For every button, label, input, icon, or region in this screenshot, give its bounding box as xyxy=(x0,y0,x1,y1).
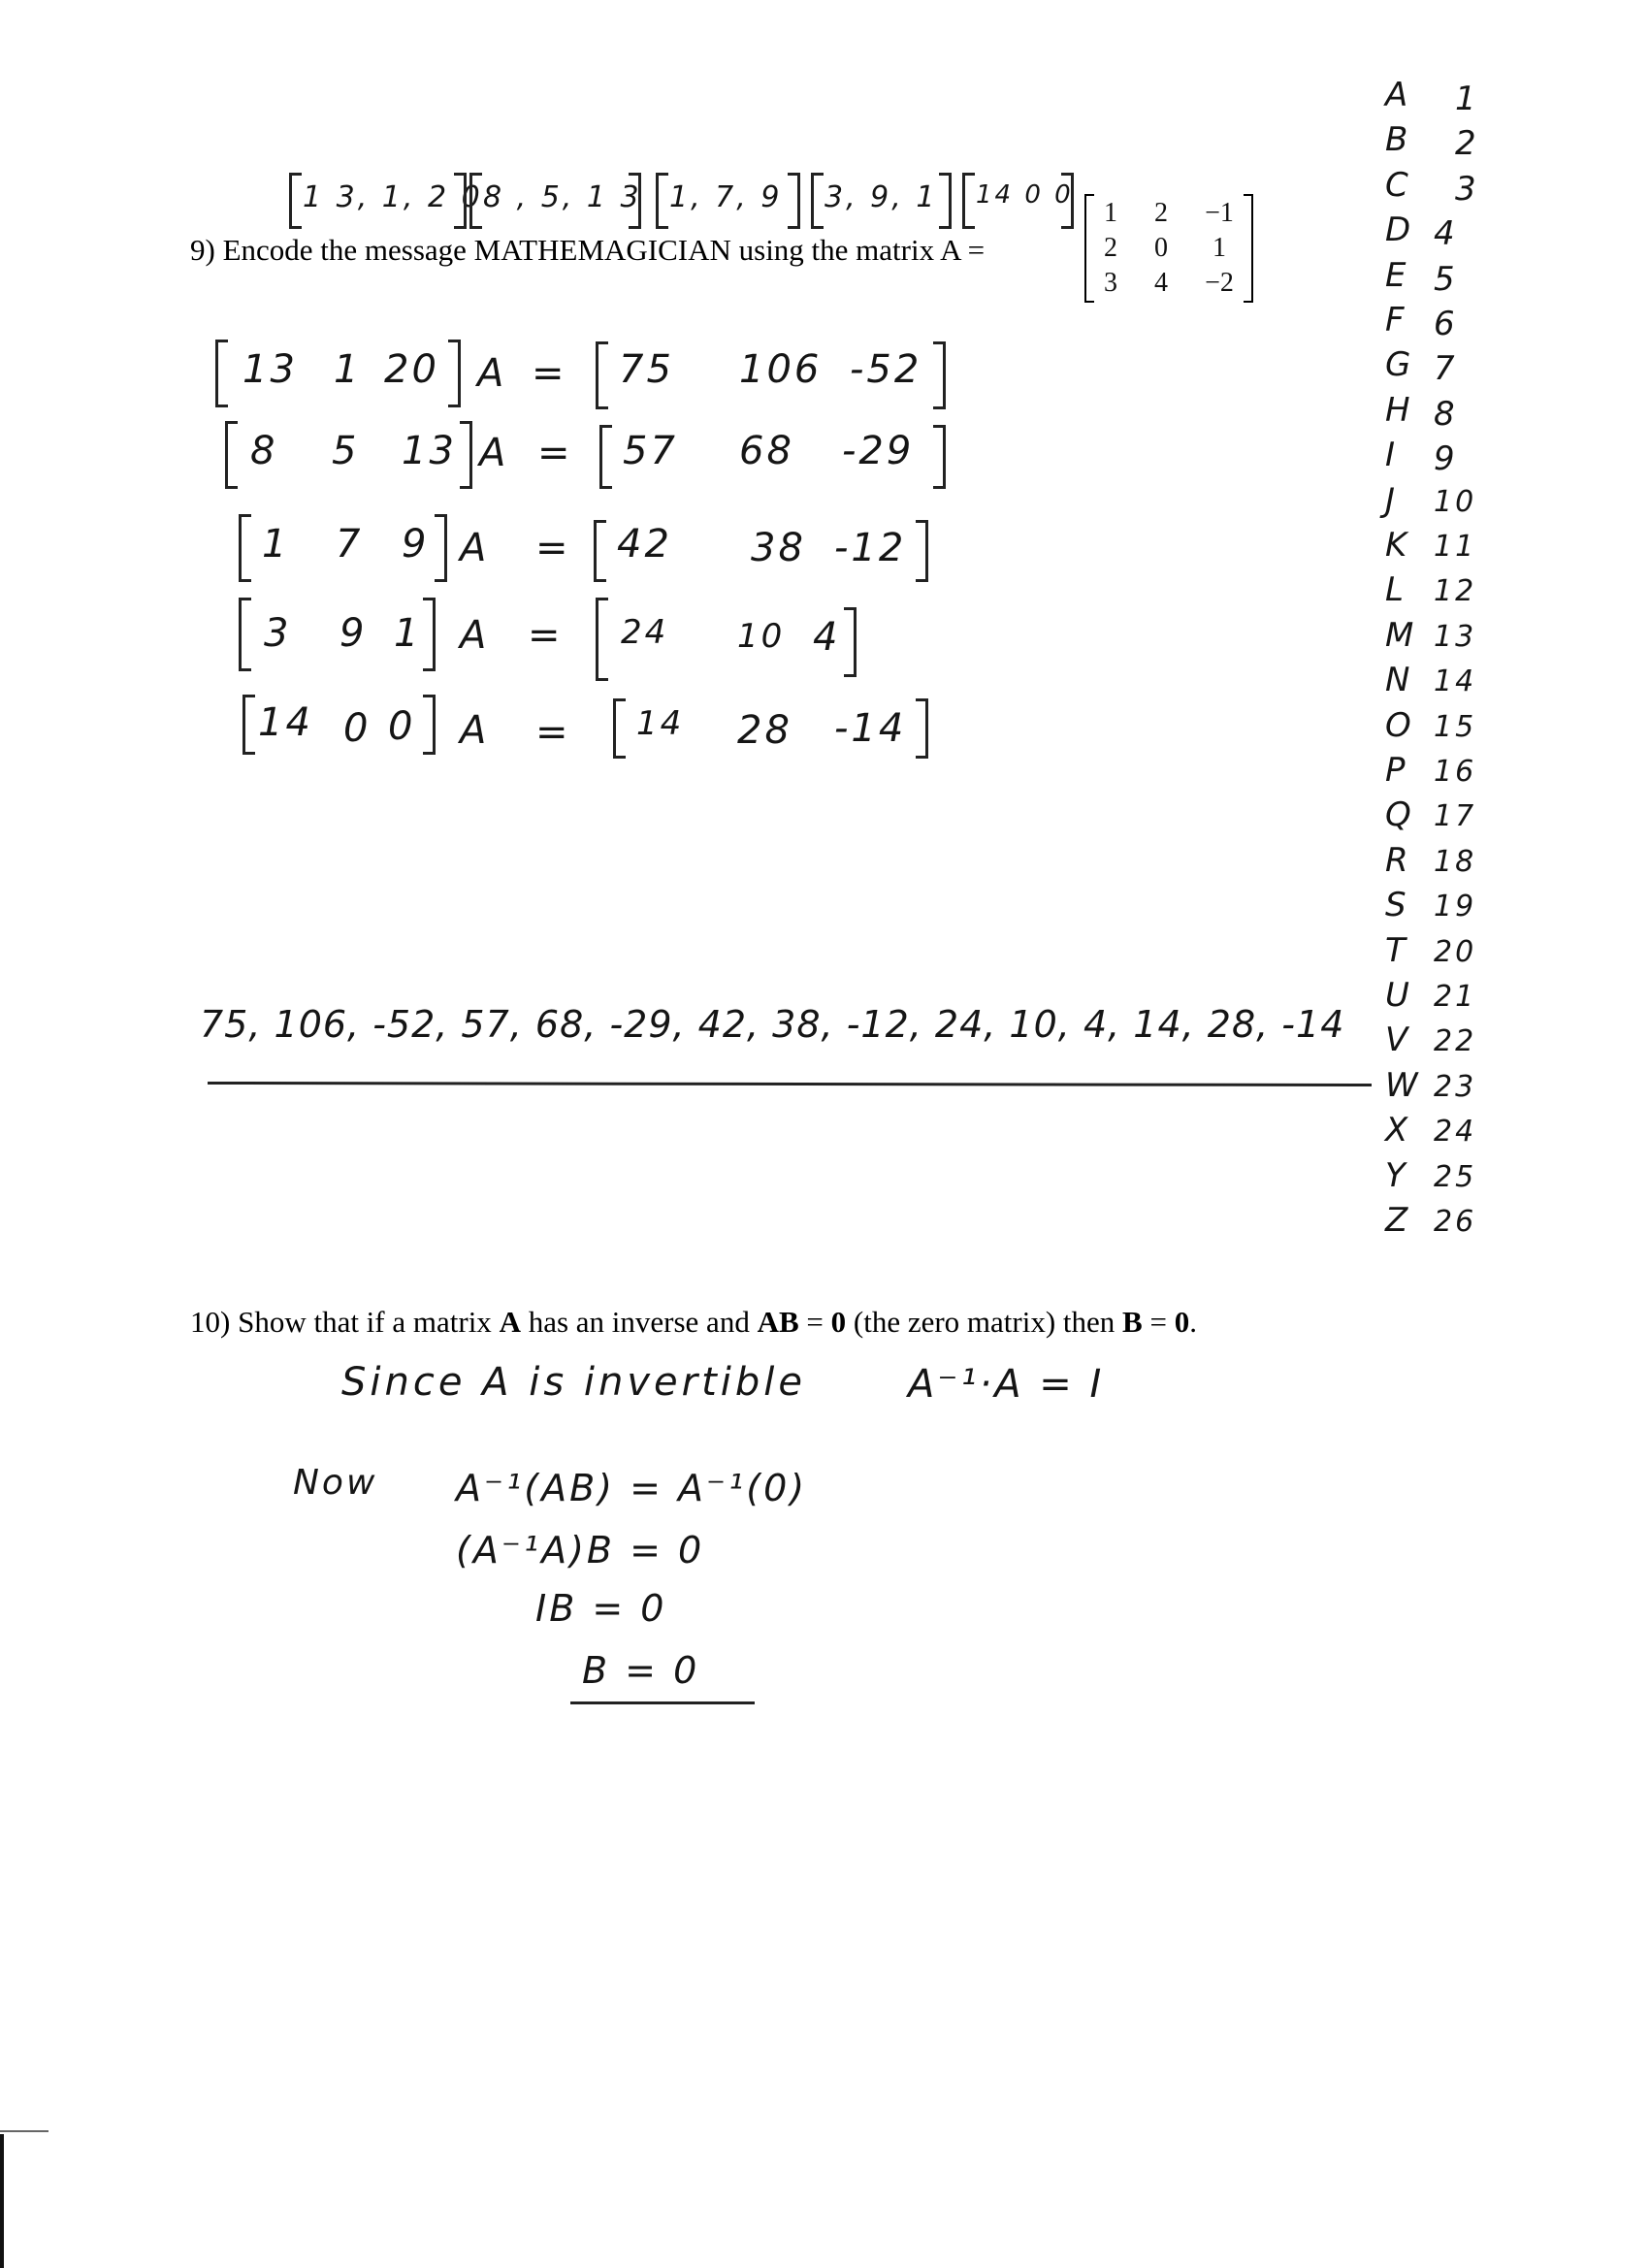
alphabet-number: 3 xyxy=(1455,169,1479,209)
alphabet-number: 19 xyxy=(1434,890,1477,924)
inverse-identity: A⁻¹·A = I xyxy=(908,1362,1105,1407)
result-entry: -12 xyxy=(834,526,907,570)
matrix-cell: 1 xyxy=(1104,198,1117,228)
alphabet-number: 22 xyxy=(1434,1024,1477,1059)
alphabet-letter: X xyxy=(1385,1111,1411,1150)
proof-step: B = 0 xyxy=(582,1649,700,1692)
matrix-cell: 3 xyxy=(1104,268,1117,298)
alphabet-letter: W xyxy=(1385,1065,1421,1105)
scan-edge xyxy=(0,2134,4,2268)
times-a-label: A xyxy=(460,526,490,570)
times-a-label: A xyxy=(460,613,490,658)
alphabet-number: 18 xyxy=(1434,844,1477,879)
times-a-label: A xyxy=(477,351,507,396)
alphabet-letter: P xyxy=(1385,751,1408,790)
scan-mark xyxy=(0,2130,48,2132)
top-vector: 8 , 5, 1 3 xyxy=(483,180,642,214)
alphabet-number: 11 xyxy=(1434,530,1477,564)
result-entry: 24 xyxy=(621,613,669,652)
matrix-cell: 1 xyxy=(1212,233,1226,263)
alphabet-number: 7 xyxy=(1434,349,1458,389)
conclusion-underline xyxy=(570,1701,755,1704)
alphabet-number: 23 xyxy=(1434,1069,1477,1104)
top-vector: 3, 9, 1 xyxy=(824,180,938,214)
row-entry: 0 xyxy=(388,704,416,749)
alphabet-letter: Z xyxy=(1385,1201,1411,1240)
result-entry: 75 xyxy=(619,347,674,392)
question-10-prompt: 10) Show that if a matrix A has an inverse and AB = 0 (the zero matrix) then B = 0. xyxy=(190,1305,1197,1339)
top-vector: 14 0 0 xyxy=(976,180,1074,210)
answer-underline xyxy=(208,1082,1372,1086)
alphabet-number: 25 xyxy=(1434,1159,1477,1194)
row-entry: 13 xyxy=(242,347,298,392)
proof-step: IB = 0 xyxy=(535,1587,667,1630)
alphabet-letter: U xyxy=(1385,976,1412,1015)
result-entry: 57 xyxy=(623,429,678,473)
alphabet-number: 8 xyxy=(1434,394,1458,434)
proof-step: (A⁻¹A)B = 0 xyxy=(456,1529,705,1571)
matrix-cell: −1 xyxy=(1205,198,1234,228)
alphabet-letter: T xyxy=(1385,930,1408,970)
matrix-cell: −2 xyxy=(1205,268,1234,298)
alphabet-number: 12 xyxy=(1434,574,1477,609)
row-entry: 7 xyxy=(336,522,364,567)
top-vector: 1, 7, 9 xyxy=(669,180,783,214)
now-label: Now xyxy=(293,1463,378,1503)
result-entry: -29 xyxy=(842,429,915,473)
alphabet-letter: F xyxy=(1385,301,1407,340)
row-entry: 8 xyxy=(250,429,278,473)
result-entry: 42 xyxy=(617,522,672,567)
alphabet-letter: Y xyxy=(1385,1155,1408,1195)
row-entry: 13 xyxy=(402,429,457,473)
alphabet-letter: S xyxy=(1385,886,1409,925)
alphabet-letter: R xyxy=(1385,840,1411,880)
matrix-cell: 2 xyxy=(1104,233,1117,263)
alphabet-letter: N xyxy=(1385,661,1413,700)
alphabet-letter: V xyxy=(1385,1021,1411,1060)
matrix-cell: 0 xyxy=(1154,233,1168,263)
row-entry: 14 xyxy=(258,700,313,745)
alphabet-number: 5 xyxy=(1434,259,1458,299)
question-9-prompt: 9) Encode the message MATHEMAGICIAN using the matrix A = xyxy=(190,233,986,267)
result-entry: -14 xyxy=(834,706,907,751)
alphabet-letter: G xyxy=(1385,345,1414,385)
result-entry: 28 xyxy=(737,708,792,753)
alphabet-number: 2 xyxy=(1455,124,1479,164)
alphabet-number: 16 xyxy=(1434,755,1477,789)
alphabet-number: 20 xyxy=(1434,934,1477,969)
row-entry: 9 xyxy=(340,611,368,656)
result-entry: -52 xyxy=(850,347,922,392)
proof-step: A⁻¹(AB) = A⁻¹(0) xyxy=(456,1467,808,1509)
row-entry: 20 xyxy=(384,347,439,392)
encoded-message: 75, 106, -52, 57, 68, -29, 42, 38, -12, 24, 10, 4, 14, 28, -14 xyxy=(200,1003,1345,1046)
equals-sign: = xyxy=(532,351,567,396)
equals-sign: = xyxy=(528,613,564,658)
alphabet-letter: D xyxy=(1385,211,1414,250)
result-entry: 10 xyxy=(737,617,786,656)
alphabet-letter: B xyxy=(1385,120,1411,160)
alphabet-letter: Q xyxy=(1385,795,1414,835)
alphabet-number: 1 xyxy=(1455,80,1479,118)
alphabet-number: 21 xyxy=(1434,980,1477,1014)
row-entry: 1 xyxy=(394,611,422,656)
result-entry: 106 xyxy=(739,347,823,392)
alphabet-letter: H xyxy=(1385,390,1413,430)
alphabet-number: 15 xyxy=(1434,709,1477,744)
equals-sign: = xyxy=(535,526,571,570)
alphabet-number: 17 xyxy=(1434,799,1477,834)
alphabet-number: 4 xyxy=(1434,214,1458,254)
result-entry: 38 xyxy=(751,526,806,570)
equals-sign: = xyxy=(537,431,573,475)
matrix-a xyxy=(1084,194,1253,303)
alphabet-letter: K xyxy=(1385,526,1410,565)
matrix-cell: 4 xyxy=(1154,268,1168,298)
alphabet-number: 9 xyxy=(1434,439,1458,479)
alphabet-number: 24 xyxy=(1434,1115,1477,1150)
alphabet-letter: L xyxy=(1385,570,1406,610)
alphabet-number: 13 xyxy=(1434,619,1477,654)
alphabet-number: 26 xyxy=(1434,1205,1477,1239)
result-entry: 4 xyxy=(813,615,841,660)
alphabet-letter: E xyxy=(1385,255,1409,295)
matrix-cell: 2 xyxy=(1154,198,1168,228)
alphabet-letter: A xyxy=(1385,76,1411,114)
result-entry: 68 xyxy=(739,429,794,473)
equals-sign: = xyxy=(535,710,571,755)
row-entry: 5 xyxy=(332,429,360,473)
row-entry: 1 xyxy=(262,522,290,567)
alphabet-letter: J xyxy=(1385,480,1399,520)
alphabet-letter: M xyxy=(1385,615,1417,655)
alphabet-number: 6 xyxy=(1434,305,1458,343)
since-invertible-note: Since A is invertible xyxy=(341,1360,807,1405)
alphabet-letter: C xyxy=(1385,165,1411,205)
result-entry: 14 xyxy=(636,704,685,743)
times-a-label: A xyxy=(479,431,509,475)
alphabet-letter: O xyxy=(1385,705,1414,745)
alphabet-letter: I xyxy=(1385,436,1399,475)
row-entry: 0 xyxy=(343,706,372,751)
row-entry: 1 xyxy=(334,347,362,392)
times-a-label: A xyxy=(460,708,490,753)
alphabet-number: 14 xyxy=(1434,664,1477,699)
row-entry: 9 xyxy=(402,522,430,567)
alphabet-number: 10 xyxy=(1434,484,1477,519)
top-vector: 1 3, 1, 2 0 xyxy=(303,180,483,214)
row-entry: 3 xyxy=(264,611,292,656)
